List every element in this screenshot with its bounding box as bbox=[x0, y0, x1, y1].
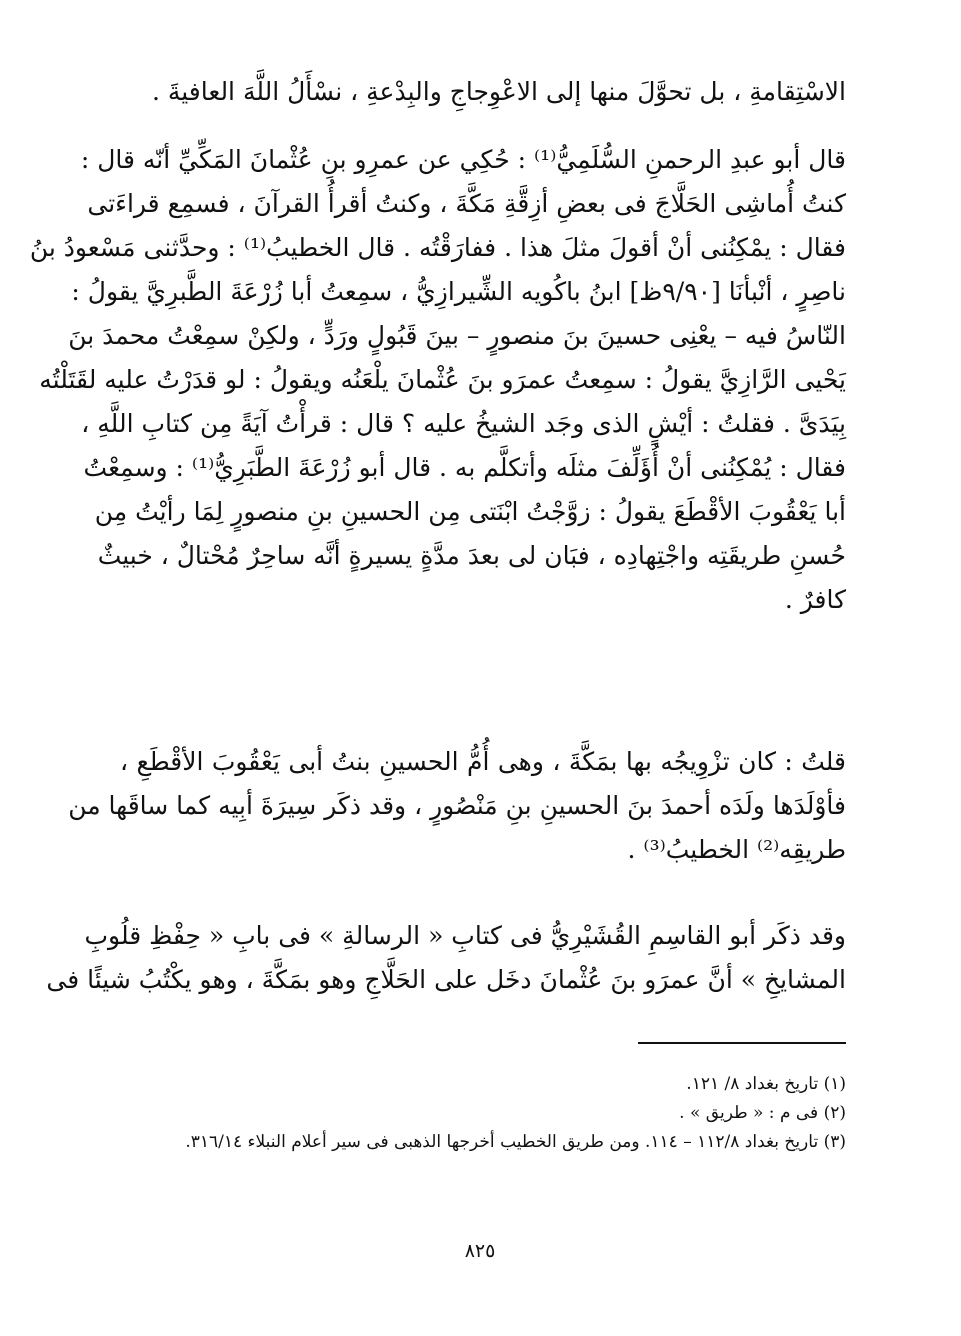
text-line: المشايخِ » أنَّ عمرَو بنَ عُثْمانَ دخَل على الحَلَّاجِ وهو بمَكَّةَ ، وهو يكْتُبُ شيئًا فى bbox=[46, 965, 846, 994]
text-line: ناصِرٍ ، أنْبأنَا [٩/٩٠ظ] ابنُ باكُويه الشِّيرازِيُّ ، سمِعتُ أبا زُرْعَةَ الطَّبرِيَّ يقولُ : bbox=[71, 277, 846, 306]
text-line: طريقِه⁽²⁾ الخطيبُ⁽³⁾ . bbox=[627, 835, 846, 864]
page-number: ٨٢٥ bbox=[464, 1240, 496, 1262]
footnote: (٢) فى م : « طريق » . bbox=[679, 1103, 846, 1123]
text-line: فأوْلَدَها ولَدَه أحمدَ بنَ الحسينِ بنِ مَنْصُورٍ ، وقد ذكَر سِيرَةَ أبِيه كما ساقَها من bbox=[68, 791, 846, 820]
text-line: كنتُ أُماشِى الحَلَّاجَ فى بعضِ أزِقَّةِ مَكَّةَ ، وكنتُ أقرأُ القرآنَ ، فسمِع قراءَتى bbox=[87, 189, 846, 218]
footnotes bbox=[120, 1070, 846, 1157]
text-line: كافرٌ . bbox=[784, 585, 846, 614]
text-line: قال أبو عبدِ الرحمنِ السُّلَمِيُّ⁽¹⁾ : حُكِي عن عمرِو بنِ عُثْمانَ المَكِّيِّ أنّه قال : bbox=[80, 145, 846, 174]
text-line: فقال : يمْكِنُنى أنْ أقولَ مثلَ هذا . ففارَقْتُه . قال الخطيبُ⁽¹⁾ : وحدَّثنى مَسْعودُ بنُ bbox=[29, 233, 846, 262]
text-line: يَحْيى الرَّازِيَّ يقولُ : سمِعتُ عمرَو بنَ عُثْمانَ يلْعَنُه ويقولُ : لو قدَرْتُ عليه لقَتَلْتُه bbox=[39, 365, 846, 394]
footnote: (١) تاريخ بغداد ٨/ ١٢١. bbox=[686, 1074, 846, 1094]
text-line: وقد ذكَر أبو القاسِمِ القُشَيْرِيُّ فى كتابِ « الرسالةِ » فى بابِ « حِفْظِ قلُوبِ bbox=[84, 921, 846, 950]
text-line: فقال : يُمْكِنُنى أنْ أُؤَلِّفَ مثلَه وأتكلَّم به . قال أبو زُرْعَةَ الطَّبَرِيُّ⁽¹⁾ : وسمِعْتُ bbox=[83, 453, 846, 482]
paragraph-4 bbox=[46, 914, 846, 1002]
paragraph-2 bbox=[29, 138, 846, 622]
text-line: حُسنِ طريقَتِه واجْتِهادِه ، فبَان لى بعدَ مدَّةٍ يسيرةٍ أنَّه ساحِرٌ مُحْتالٌ ، خبيثٌ bbox=[97, 541, 846, 570]
text-line: بِيَدَىَّ . فقلتُ : أيْشٍ الذى وجَد الشيخُ عليه ؟ قال : قرأْتُ آيَةً مِن كتابِ اللَّهِ ، bbox=[81, 409, 846, 438]
footnote: (٣) تاريخ بغداد ١١٢/٨ – ١١٤. ومن طريق الخطيب أخرجها الذهبى فى سير أعلام النبلاء ٣١٦/١٤. bbox=[185, 1132, 846, 1152]
text-line: قلتُ : كان تزْوِيجُه بها بمَكَّةَ ، وهى أُمُّ الحسينِ بنتُ أبى يَعْقُوبَ الأقْطَعِ ، bbox=[120, 747, 846, 776]
paragraph-1 bbox=[120, 70, 846, 114]
paragraph-3 bbox=[68, 740, 846, 872]
text-line: الاسْتِقامةِ ، بل تحوَّلَ منها إلى الاعْوِجاجِ والبِدْعةِ ، نسْأَلُ اللَّهَ العافيةَ . bbox=[151, 77, 846, 106]
footnote-separator bbox=[638, 1042, 846, 1044]
text-line: النّاسُ فيه – يعْنِى حسينَ بنَ منصورٍ – بينَ قَبُولٍ ورَدٍّ ، ولكِنْ سمِعْتُ محمدَ بنَ bbox=[68, 321, 846, 350]
text-line: أبا يَعْقُوبَ الأقْطَعَ يقولُ : زوَّجْتُ ابْنَتى مِن الحسينِ بنِ منصورٍ لِمَا رأيْتُ مِن bbox=[94, 497, 846, 526]
